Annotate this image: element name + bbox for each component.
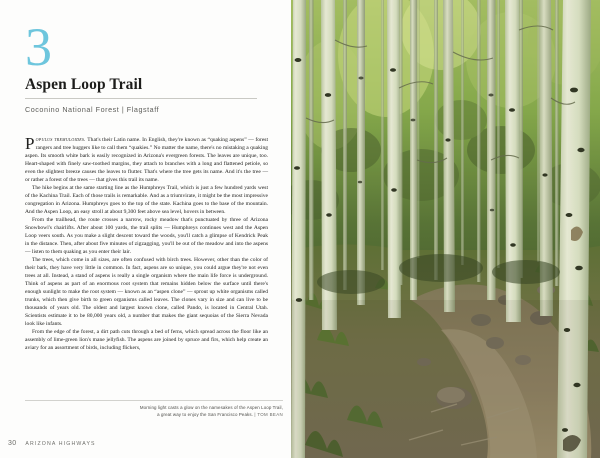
paragraph-3: From the trailhead, the route crosses a narrow, rocky meadow that's punctuated by three of Arizona Snowbowl's chairlifts. After about 100 yards, the trail splits — Humphreys continues west and the Aspen Loop veers south. As you make a slight descent toward the woods, you'll catch a glimpse of Kendrick Peak in the distance. Then, after about five minutes of zigzagging, you'll be out of the meadow and into the aspens — listen to them quaking as you enter their lair. [25, 217, 268, 255]
chapter-number: 3 [25, 17, 51, 77]
page-number: 30 [8, 440, 17, 447]
caption-line-2: a great way to enjoy the San Francisco Peaks. [157, 411, 254, 417]
article-subtitle: Coconino National Forest | Flagstaff [25, 105, 160, 114]
paragraph-5: From the edge of the forest, a dirt path cuts through a bed of ferns, which spread across the floor like an assembly of lime-green lion's mane jellyfish. The aspens are joined by spruce and firs, which help create an aviary for an assortment of birds, including flickers, [25, 329, 268, 351]
caption-body [25, 405, 283, 418]
paragraph-2: The hike begins at the same starting line as the Humphreys Trail, which is just a few hundred yards west of the Kachina Trail. Each of those trails is remarkable. And as a triumvirate, it might be the most impressive congregation in Arizona. Humphreys goes to the top of the state. Kachina goes to the base of the mountain. And the Aspen Loop, an easy stroll at about 9,300 feet above sea level, hovers in between. [25, 185, 268, 215]
page-footer [8, 440, 96, 447]
page-title: Aspen Loop Trail [25, 76, 143, 93]
caption-line-1: Morning light casts a glow on the namesakes of the Aspen Loop Trail, [139, 405, 283, 410]
article-header [25, 17, 257, 115]
paragraph-1-text: That's their Latin name. In English, they're known as “quaking aspens” — forest rangers and tree huggers like to call them “quakies.” No matter the name, there's no mistaking a quaking aspen. Its smooth white bark is easily recognized in Arizona's evergreen forests. The leaves are unique, too. Heart-shaped with finely saw-toothed margins, they attach to branches with a long and flattened petiole, so even the slightest breeze causes the leaves to flutter. That's where the tree gets its name. And it's the tree — or rather a forest of the trees — that gives this trail its name. [25, 137, 268, 183]
photo-artwork [291, 0, 600, 458]
photo-credit: | TOM BEAN [254, 411, 283, 417]
paragraph-4: The trees, which come in all sizes, are often confused with birch trees. However, other than the color of their bark, they have very little in common. In fact, aspens are so unique, you could argue they're not even trees at all. Instead, a stand of aspens is really a single organism where the main life force is underground. Think of aspens as part of an enormous root system that remains hidden below the surface until there's enough sunlight to make the root system — known as an “aspen clone” — sprout up white organisms called trunks, which then give birth to green organisms called leaves. The clones vary in size and can live to be thousands of years old. The oldest and largest known clone, called Pando, is located in Central Utah. Scientists estimate it to be 80,000 years old, a number that makes the giant sequoias of the Sierra Nevada look like infants. [25, 257, 268, 327]
aspen-grove-photograph [291, 0, 600, 458]
text-page [0, 0, 291, 458]
latin-name: opulus tremuloides. [35, 137, 86, 143]
paragraph-1 [25, 136, 268, 184]
drop-cap: P [25, 134, 35, 153]
title-divider [25, 98, 257, 99]
publication-name: ARIZONA HIGHWAYS [25, 441, 96, 447]
caption-divider [25, 400, 283, 401]
photo-caption [25, 400, 283, 418]
article-body [25, 136, 268, 352]
